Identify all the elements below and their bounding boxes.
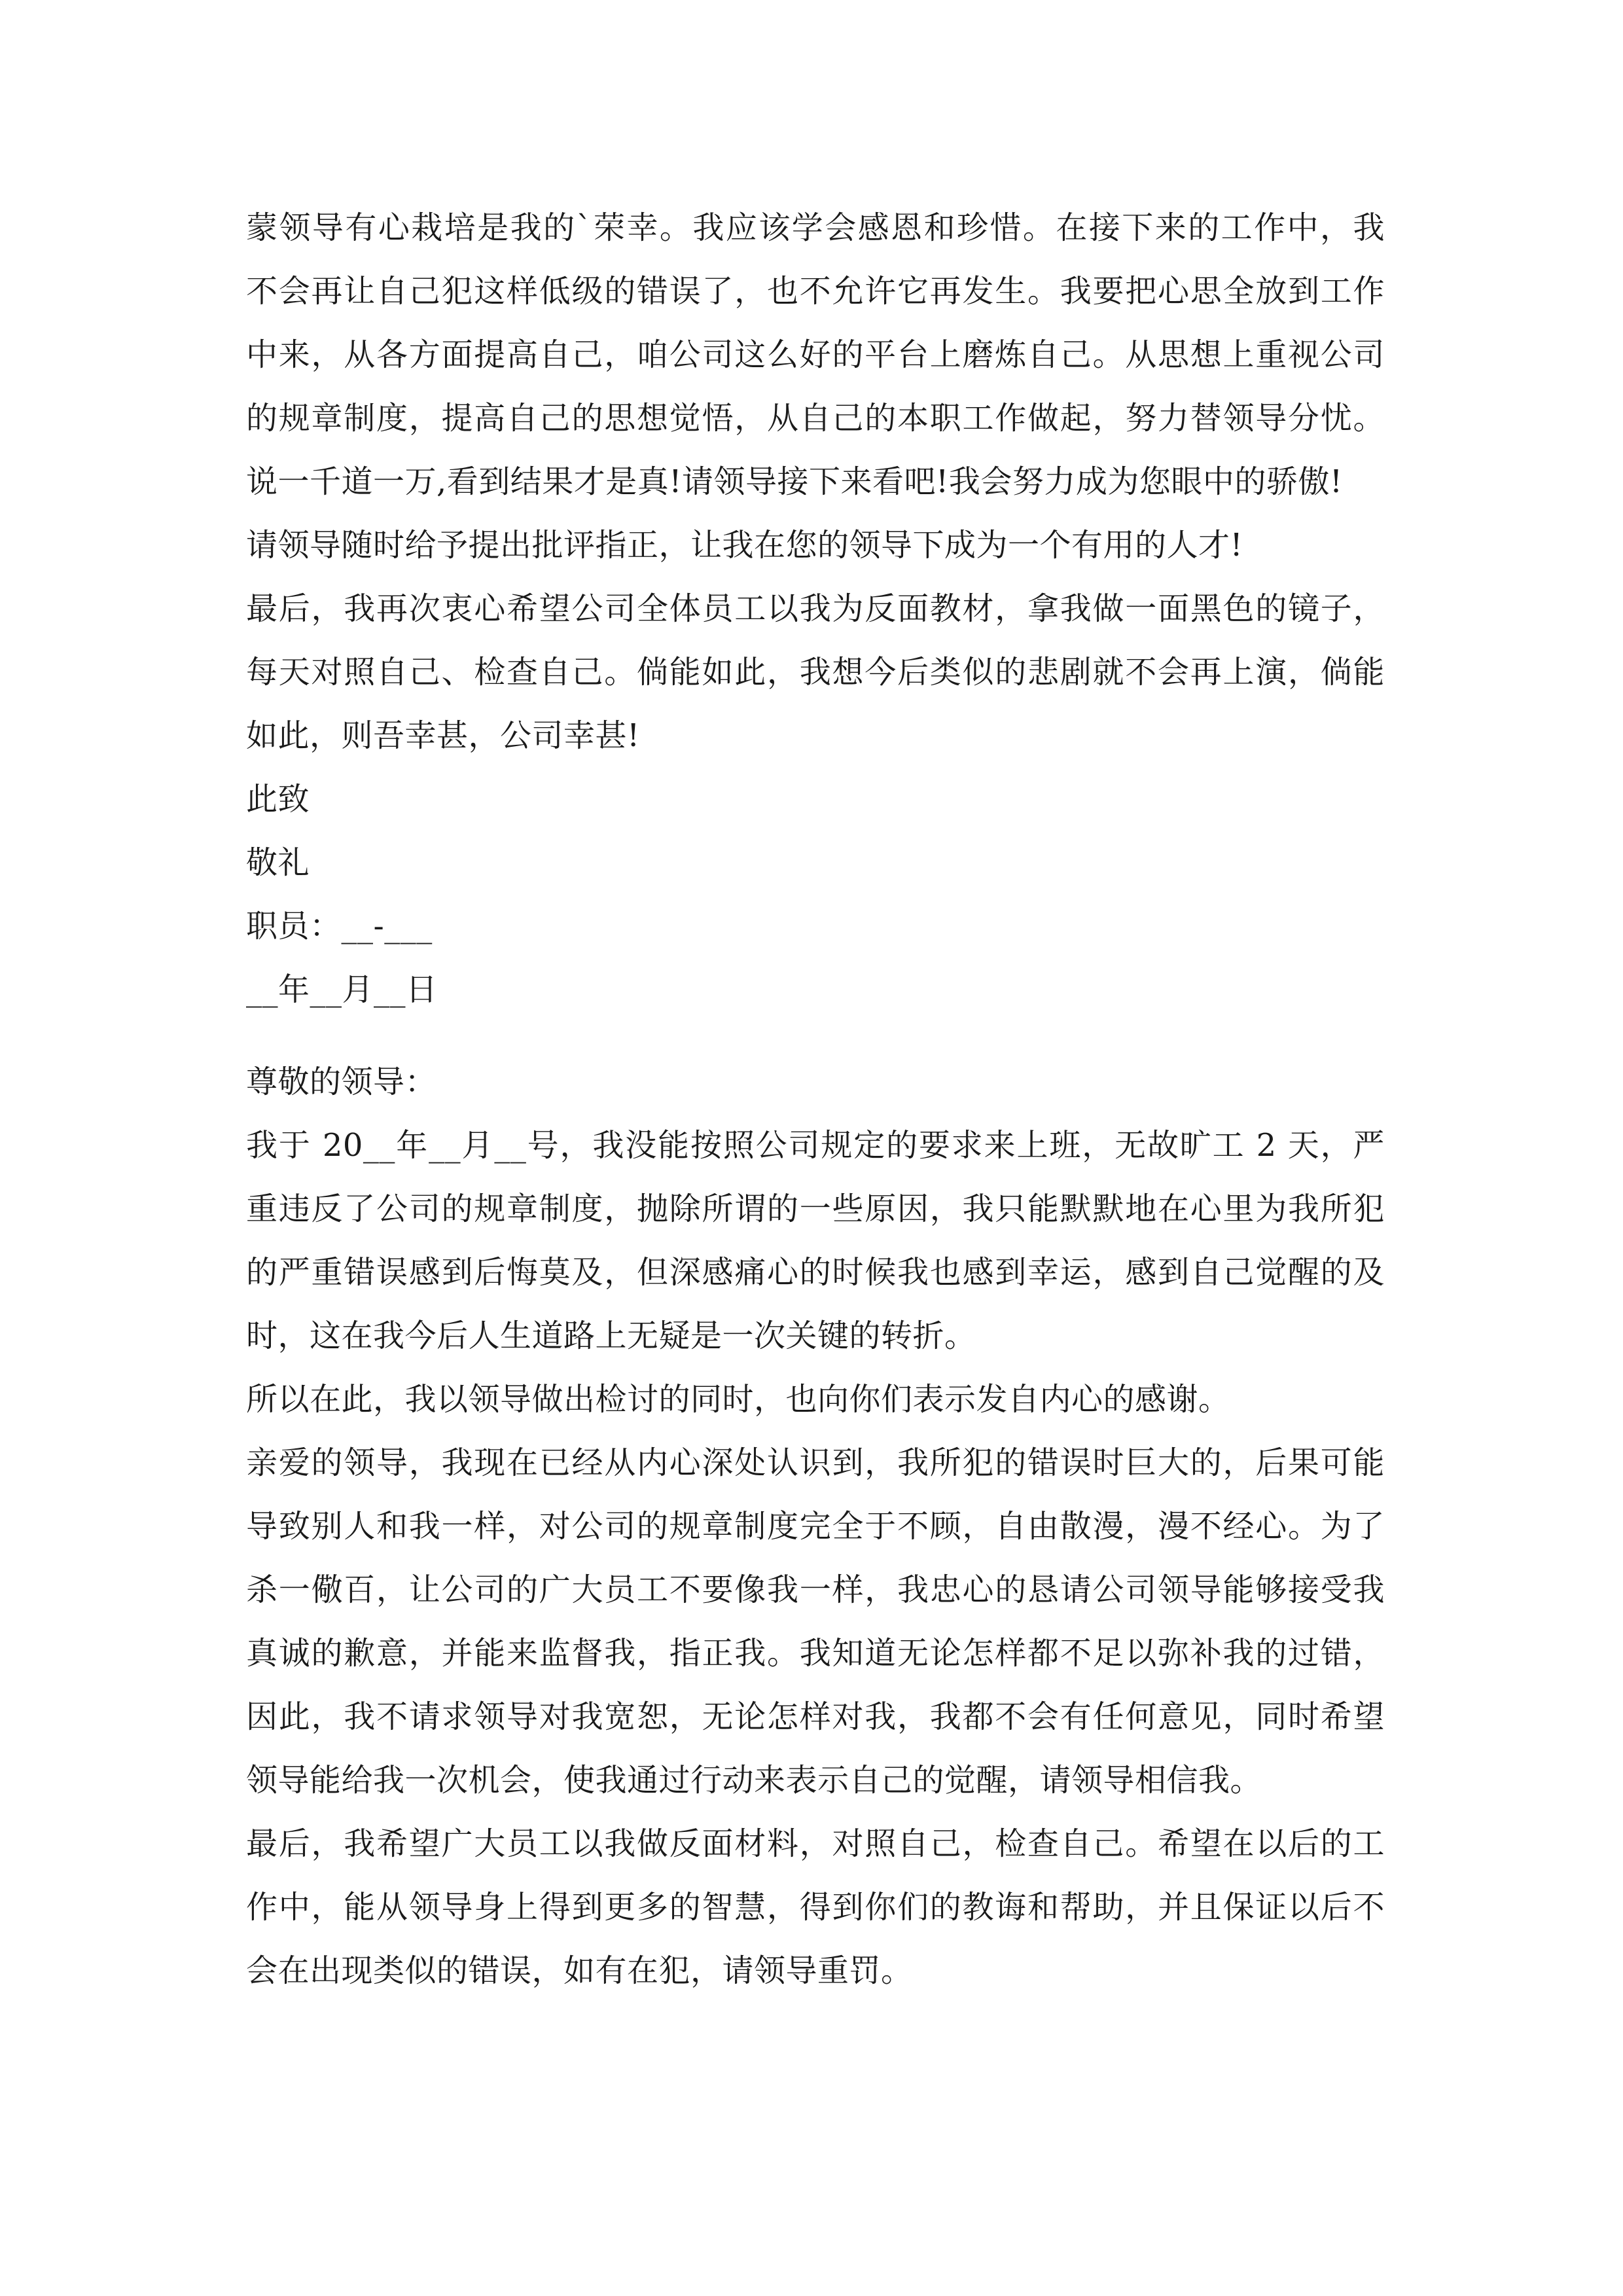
paragraph-line: 领导能给我一次机会，使我通过行动来表示自己的觉醒，请领导相信我。 <box>246 1762 1262 1799</box>
paragraph-line: 最后，我再次衷心希望公司全体员工以我为反面教材，拿我做一面黑色的镜子， <box>246 590 1385 627</box>
paragraph-line: 中来，从各方面提高自己，咱公司这么好的平台上磨炼自己。从思想上重视公司 <box>246 336 1385 373</box>
paragraph-line: 如此，则吾幸甚，公司幸甚! <box>246 717 640 754</box>
paragraph-line: 导致别人和我一样，对公司的规章制度完全于不顾，自由散漫，漫不经心。为了 <box>246 1508 1385 1545</box>
paragraph-line: 作中，能从领导身上得到更多的智慧，得到你们的教诲和帮助，并且保证以后不 <box>246 1889 1385 1926</box>
paragraph-line: 说一千道一万,看到结果才是真!请领导接下来看吧!我会努力成为您眼中的骄傲! <box>246 463 1343 500</box>
paragraph-line: 因此，我不请求领导对我宽恕，无论怎样对我，我都不会有任何意见，同时希望 <box>246 1698 1385 1735</box>
paragraph-line: 时，这在我今后人生道路上无疑是一次关键的转折。 <box>246 1318 976 1354</box>
paragraph-line: 亲爱的领导，我现在已经从内心深处认识到，我所犯的错误时巨大的，后果可能 <box>246 1444 1385 1481</box>
paragraph-line: 的严重错误感到后悔莫及，但深感痛心的时候我也感到幸运，感到自己觉醒的及 <box>246 1254 1385 1291</box>
closing-salutation: 此致 <box>246 781 310 817</box>
paragraph-line: 最后，我希望广大员工以我做反面材料，对照自己，检查自己。希望在以后的工 <box>246 1825 1385 1862</box>
paragraph-line: 蒙领导有心栽培是我的`荣幸。我应该学会感恩和珍惜。在接下来的工作中，我 <box>246 209 1385 246</box>
signature-date: __年__月__日 <box>246 971 438 1008</box>
closing-regards: 敬礼 <box>246 844 310 881</box>
paragraph-line: 杀一儆百，让公司的广大员工不要像我一样，我忠心的恳请公司领导能够接受我 <box>246 1571 1385 1608</box>
paragraph-line: 会在出现类似的错误，如有在犯，请领导重罚。 <box>246 1952 913 1989</box>
letter-greeting: 尊敬的领导： <box>246 1064 437 1100</box>
paragraph-line: 不会再让自己犯这样低级的错误了，也不允许它再发生。我要把心思全放到工作 <box>246 273 1385 310</box>
paragraph-line: 真诚的歉意，并能来监督我，指正我。我知道无论怎样都不足以弥补我的过错， <box>246 1635 1385 1672</box>
paragraph-line: 所以在此，我以领导做出检讨的同时，也向你们表示发自内心的感谢。 <box>246 1381 1230 1418</box>
paragraph-line: 重违反了公司的规章制度，抛除所谓的一些原因，我只能默默地在心里为我所犯 <box>246 1191 1385 1227</box>
paragraph-line: 的规章制度，提高自己的思想觉悟，从自己的本职工作做起，努力替领导分忧。 <box>246 400 1385 437</box>
signature-employee: 职员：__-___ <box>246 908 433 944</box>
paragraph-line: 每天对照自己、检查自己。倘能如此，我想今后类似的悲剧就不会再上演，倘能 <box>246 654 1385 691</box>
paragraph-line: 请领导随时给予提出批评指正，让我在您的领导下成为一个有用的人才! <box>246 527 1243 564</box>
paragraph-line: 我于 20__年__月__号，我没能按照公司规定的要求来上班，无故旷工 2 天，严 <box>246 1127 1385 1164</box>
